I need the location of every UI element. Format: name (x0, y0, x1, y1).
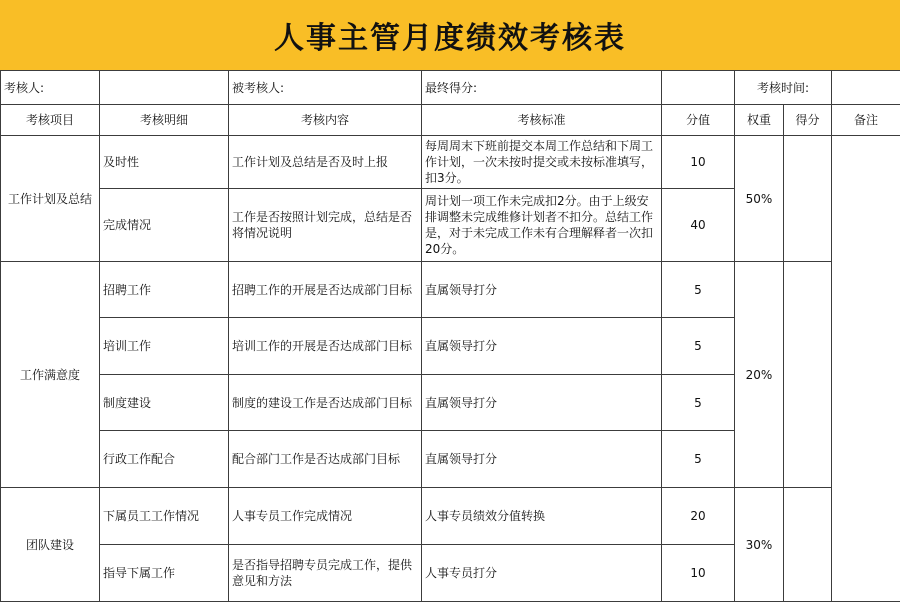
header-cell[interactable]: 权重 (735, 105, 784, 136)
category-cell[interactable]: 工作计划及总结 (1, 136, 100, 262)
earned-score-cell[interactable] (784, 136, 832, 262)
content-cell[interactable]: 人事专员工作完成情况 (229, 488, 422, 545)
score-cell[interactable]: 5 (662, 318, 735, 375)
weight-cell[interactable]: 50% (735, 136, 784, 262)
time-value-cell[interactable] (832, 71, 900, 105)
header-cell[interactable]: 考核内容 (229, 105, 422, 136)
standard-cell[interactable]: 直属领导打分 (422, 262, 662, 318)
detail-cell[interactable]: 培训工作 (100, 318, 229, 375)
time-label: 考核时间: (756, 80, 810, 95)
detail-cell[interactable]: 行政工作配合 (100, 431, 229, 488)
score-cell[interactable]: 5 (662, 262, 735, 318)
table-row (1, 262, 900, 318)
weight-cell[interactable]: 30% (735, 488, 784, 602)
assessee-label: 被考核人: (232, 80, 285, 95)
assessor-label: 考核人: (4, 80, 45, 95)
header-cell[interactable]: 备注 (832, 105, 900, 136)
remarks-cell[interactable] (832, 136, 900, 602)
title-bar (0, 0, 900, 71)
content-cell[interactable]: 工作是否按照计划完成，总结是否将情况说明 (229, 189, 422, 262)
header-cell[interactable]: 分值 (662, 105, 735, 136)
standard-cell[interactable]: 直属领导打分 (422, 318, 662, 375)
standard-cell[interactable]: 周计划一项工作未完成扣2分。由于上级安排调整未完成维修计划者不扣分。总结工作是，对于未完成工作未有合理解释者一次扣20分。 (422, 189, 662, 262)
weight-cell[interactable]: 20% (735, 262, 784, 488)
score-cell[interactable]: 20 (662, 488, 735, 545)
header-cell[interactable]: 考核项目 (1, 105, 100, 136)
assessment-table (0, 70, 900, 602)
header-cell[interactable]: 考核明细 (100, 105, 229, 136)
content-cell[interactable]: 是否指导招聘专员完成工作，提供意见和方法 (229, 545, 422, 602)
standard-cell[interactable]: 每周周末下班前提交本周工作总结和下周工作计划，一次未按时提交或未按标准填写，扣3分。 (422, 136, 662, 189)
header-cell[interactable]: 考核标准 (422, 105, 662, 136)
earned-score-cell[interactable] (784, 262, 832, 488)
detail-cell[interactable]: 指导下属工作 (100, 545, 229, 602)
standard-cell[interactable]: 直属领导打分 (422, 375, 662, 431)
standard-cell[interactable]: 直属领导打分 (422, 431, 662, 488)
category-cell[interactable]: 团队建设 (1, 488, 100, 602)
standard-cell[interactable]: 人事专员绩效分值转换 (422, 488, 662, 545)
table-row (1, 488, 900, 545)
info-row (1, 71, 900, 105)
final-score-label-cell[interactable] (422, 71, 662, 105)
assessor-label-cell[interactable] (1, 71, 100, 105)
final-score-label: 最终得分: (425, 80, 478, 95)
detail-cell[interactable]: 制度建设 (100, 375, 229, 431)
detail-cell[interactable]: 招聘工作 (100, 262, 229, 318)
standard-cell[interactable]: 人事专员打分 (422, 545, 662, 602)
content-cell[interactable]: 招聘工作的开展是否达成部门目标 (229, 262, 422, 318)
assessor-value-cell[interactable] (100, 71, 229, 105)
score-cell[interactable]: 40 (662, 189, 735, 262)
content-cell[interactable]: 配合部门工作是否达成部门目标 (229, 431, 422, 488)
header-row (1, 105, 900, 136)
content-cell[interactable]: 培训工作的开展是否达成部门目标 (229, 318, 422, 375)
detail-cell[interactable]: 及时性 (100, 136, 229, 189)
detail-cell[interactable]: 完成情况 (100, 189, 229, 262)
page-title: 人事主管月度绩效考核表 (274, 21, 626, 56)
time-label-cell[interactable] (735, 71, 832, 105)
category-cell[interactable]: 工作满意度 (1, 262, 100, 488)
header-cell[interactable]: 得分 (784, 105, 832, 136)
earned-score-cell[interactable] (784, 488, 832, 602)
table-row (1, 136, 900, 189)
detail-cell[interactable]: 下属员工工作情况 (100, 488, 229, 545)
content-cell[interactable]: 工作计划及总结是否及时上报 (229, 136, 422, 189)
score-cell[interactable]: 10 (662, 545, 735, 602)
score-cell[interactable]: 10 (662, 136, 735, 189)
assessee-label-cell[interactable] (229, 71, 422, 105)
content-cell[interactable]: 制度的建设工作是否达成部门目标 (229, 375, 422, 431)
score-cell[interactable]: 5 (662, 375, 735, 431)
score-cell[interactable]: 5 (662, 431, 735, 488)
final-score-value-cell[interactable] (662, 71, 735, 105)
